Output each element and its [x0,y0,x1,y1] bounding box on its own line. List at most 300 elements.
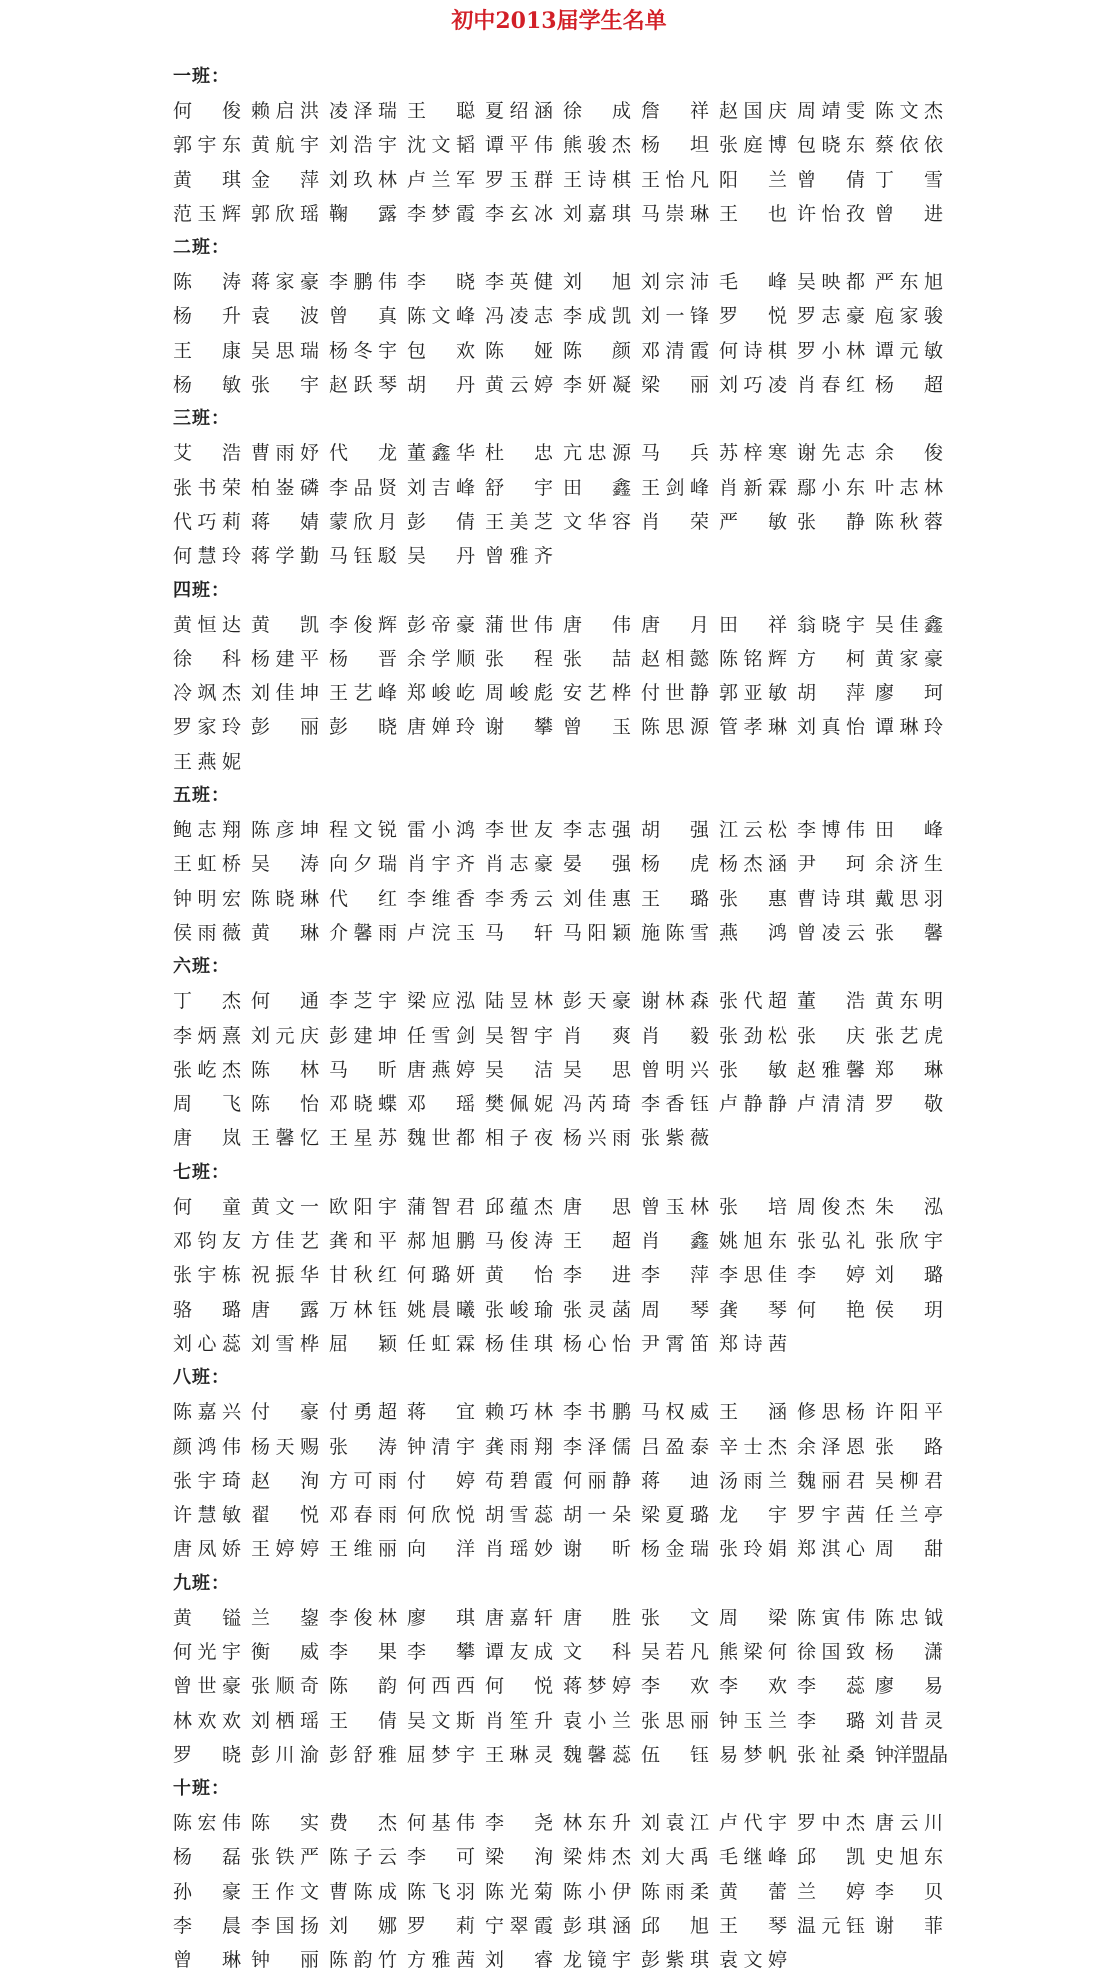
student-name: 卢兰军 [407,168,475,191]
student-name: 张 静 [797,510,865,533]
student-name: 陈嘉兴 [173,1401,241,1424]
student-name: 钟明宏 [173,887,241,910]
student-name: 欧阳宇 [329,1195,397,1218]
student-name: 肖瑶妙 [485,1538,553,1561]
student-name: 吴文斯 [407,1709,475,1732]
student-name: 张艺虎 [875,1024,943,1047]
student-name: 许慧敏 [173,1504,241,1527]
student-name: 余济生 [875,853,943,876]
student-name: 严 敏 [719,510,787,533]
student-name: 魏世都 [407,1127,475,1150]
student-name: 鄢小东 [797,476,865,499]
name-row [173,539,1103,573]
class-section [173,1156,1103,1361]
student-name: 樊佩妮 [485,1093,553,1116]
student-name: 邓 瑶 [407,1093,475,1116]
student-name: 张 程 [485,647,553,670]
student-name: 李维香 [407,887,475,910]
student-name: 姚旭东 [719,1230,787,1253]
student-name: 李俊辉 [329,613,397,636]
student-name: 李书鹏 [563,1401,631,1424]
student-name: 屈 颖 [329,1332,397,1355]
student-name: 陈雨柔 [641,1880,709,1903]
class-label: 三班： [173,408,230,430]
student-name: 马 昕 [329,1058,397,1081]
student-name: 刘吉峰 [407,476,475,499]
student-name: 唐 月 [641,613,709,636]
name-row [173,265,1103,299]
student-name: 李国扬 [251,1915,319,1938]
student-name: 杨 虎 [641,853,709,876]
student-name: 张紫薇 [641,1127,709,1150]
student-name: 杨 超 [875,374,943,397]
name-row [173,813,1103,847]
student-name: 王艺峰 [329,682,397,705]
student-name: 颜鸿伟 [173,1435,241,1458]
student-name: 付勇超 [329,1401,397,1424]
student-name: 黄 蕾 [719,1880,787,1903]
student-name: 罗中杰 [797,1812,865,1835]
student-name: 谢 攀 [485,716,553,739]
student-name: 曾 倩 [797,168,865,191]
student-name: 杜 忠 [485,442,553,465]
student-name: 周 琴 [641,1298,709,1321]
name-row [173,1669,1103,1703]
student-name: 黄 怡 [485,1264,553,1287]
student-name: 王诗棋 [563,168,631,191]
student-name: 陈 实 [251,1812,319,1835]
student-name: 翟 悦 [251,1504,319,1527]
student-name: 陈晓琳 [251,887,319,910]
student-name: 周 飞 [173,1093,241,1116]
student-name: 李志强 [563,819,631,842]
student-name: 柏崟磷 [251,476,319,499]
student-name: 张祉桑 [797,1743,865,1766]
student-name: 黄东明 [875,990,943,1013]
name-row [173,1464,1103,1498]
student-name: 陈飞羽 [407,1880,475,1903]
student-name: 徐 科 [173,647,241,670]
student-name: 鲍志翔 [173,819,241,842]
name-row [173,505,1103,539]
class-label: 七班： [173,1161,230,1183]
student-name: 任兰亭 [875,1504,943,1527]
student-name: 李 进 [563,1264,631,1287]
student-name: 刘元庆 [251,1024,319,1047]
student-name: 黄恒达 [173,613,241,636]
student-name: 程文锐 [329,819,397,842]
student-name: 李 璐 [797,1709,865,1732]
student-name: 王美芝 [485,510,553,533]
student-name: 蒋 宜 [407,1401,475,1424]
name-row [173,1943,1103,1977]
student-name: 龚雨翔 [485,1435,553,1458]
name-row [173,1121,1103,1155]
student-name: 冯芮琦 [563,1093,631,1116]
student-name: 王怡凡 [641,168,709,191]
student-name: 魏丽君 [797,1469,865,1492]
student-name: 卢代宇 [719,1812,787,1835]
student-name: 彭帝豪 [407,613,475,636]
student-name: 曾玉林 [641,1195,709,1218]
student-name: 谭友成 [485,1640,553,1663]
student-name: 李梦霞 [407,202,475,225]
name-row [173,1498,1103,1532]
student-name: 蒙欣月 [329,510,397,533]
student-name: 肖 爽 [563,1024,631,1047]
student-name: 修思杨 [797,1401,865,1424]
student-name: 廖 易 [875,1675,943,1698]
student-name: 余泽恩 [797,1435,865,1458]
student-name: 蒋家豪 [251,271,319,294]
student-name: 王作文 [251,1880,319,1903]
student-name: 罗 莉 [407,1915,475,1938]
student-name: 张宇琦 [173,1469,241,1492]
student-name: 张 惠 [719,887,787,910]
student-name: 肖 鑫 [641,1230,709,1253]
student-name: 金 萍 [251,168,319,191]
student-name: 郭亚敏 [719,682,787,705]
student-name: 杨天赐 [251,1435,319,1458]
student-name: 王婷婷 [251,1538,319,1561]
student-name: 王 璐 [641,887,709,910]
student-name: 黄 凯 [251,613,319,636]
student-name: 谭平伟 [485,134,553,157]
student-name: 王虹桥 [173,853,241,876]
student-name: 文 科 [563,1640,631,1663]
student-name: 陈 涛 [173,271,241,294]
student-name: 熊骏杰 [563,134,631,157]
student-name: 罗 敬 [875,1093,943,1116]
student-name: 马崇琳 [641,202,709,225]
student-name: 李 欢 [641,1675,709,1698]
student-name: 罗玉群 [485,168,553,191]
student-name: 郑淇心 [797,1538,865,1561]
student-name: 胡雪蕊 [485,1504,553,1527]
student-name: 李 果 [329,1640,397,1663]
student-name: 辛士杰 [719,1435,787,1458]
class-section [173,402,1103,573]
student-name: 曹陈成 [329,1880,397,1903]
name-row [173,471,1103,505]
student-name: 相子夜 [485,1127,553,1150]
student-name: 唐凤娇 [173,1538,241,1561]
student-name: 吕盈泰 [641,1435,709,1458]
student-name: 许阳平 [875,1401,943,1424]
student-name: 彭舒雅 [329,1743,397,1766]
student-name: 唐 思 [563,1195,631,1218]
student-name: 胡一朵 [563,1504,631,1527]
student-name: 刘浩宇 [329,134,397,157]
name-row [173,163,1103,197]
student-name: 赵相懿 [641,647,709,670]
name-row [173,1738,1103,1772]
student-name: 唐嘉轩 [485,1606,553,1629]
student-name: 杨冬宇 [329,339,397,362]
student-name: 翁晓宇 [797,613,865,636]
student-name: 黄 琪 [173,168,241,191]
student-name: 付 婷 [407,1469,475,1492]
class-section [173,1772,1103,1977]
student-name: 赵雅馨 [797,1058,865,1081]
student-name: 吴智宇 [485,1024,553,1047]
student-name: 刘 旭 [563,271,631,294]
student-name: 杨杰涵 [719,853,787,876]
student-name: 罗家玲 [173,716,241,739]
student-name: 李秀云 [485,887,553,910]
student-name: 温元钰 [797,1915,865,1938]
student-name: 王琳灵 [485,1743,553,1766]
student-name: 张思丽 [641,1709,709,1732]
student-name: 杨 升 [173,305,241,328]
name-row [173,745,1103,779]
student-name: 叶志林 [875,476,943,499]
name-row [173,1019,1103,1053]
student-name: 骆 璐 [173,1298,241,1321]
student-name: 任虹霖 [407,1332,475,1355]
student-name: 钟 丽 [251,1949,319,1972]
student-name: 胡 萍 [797,682,865,705]
student-name: 郭宇东 [173,134,241,157]
student-name: 李泽儒 [563,1435,631,1458]
name-row [173,1293,1103,1327]
student-name: 严东旭 [875,271,943,294]
student-name: 李 可 [407,1846,475,1869]
student-name: 董鑫华 [407,442,475,465]
student-name: 梁 丽 [641,374,709,397]
student-name: 唐 伟 [563,613,631,636]
student-name: 刘嘉琪 [563,202,631,225]
student-name: 兰 婷 [797,1880,865,1903]
student-name: 包 欢 [407,339,475,362]
student-name: 艾 浩 [173,442,241,465]
student-name: 包晓东 [797,134,865,157]
student-name: 梁应泓 [407,990,475,1013]
student-name: 冯凌志 [485,305,553,328]
student-name: 代 红 [329,887,397,910]
student-name: 林欢欢 [173,1709,241,1732]
student-name: 谢 昕 [563,1538,631,1561]
student-name: 李俊林 [329,1606,397,1629]
student-name: 杨 磊 [173,1846,241,1869]
student-name: 邓清霞 [641,339,709,362]
student-name: 吴柳君 [875,1469,943,1492]
class-label: 五班： [173,785,230,807]
student-name: 陆昱林 [485,990,553,1013]
student-name: 蔡依依 [875,134,943,157]
student-name: 谭琳玲 [875,716,943,739]
class-section [173,1567,1103,1772]
student-name: 张顺奇 [251,1675,319,1698]
student-name: 李 尧 [485,1812,553,1835]
student-name: 杨 敏 [173,374,241,397]
student-name: 蒲世伟 [485,613,553,636]
student-name: 李芝宇 [329,990,397,1013]
student-name: 刘心蕊 [173,1332,241,1355]
student-name: 王剑峰 [641,476,709,499]
student-name: 钟清宇 [407,1435,475,1458]
student-name: 刘巧凌 [719,374,787,397]
student-name: 付 豪 [251,1401,319,1424]
student-name: 梁夏璐 [641,1504,709,1527]
student-name: 张庭博 [719,134,787,157]
student-name: 代 龙 [329,442,397,465]
name-row [173,1053,1103,1087]
student-name: 刘真怡 [797,716,865,739]
student-name: 马俊涛 [485,1230,553,1253]
student-name: 王燕妮 [173,750,241,773]
student-name: 刘宗沛 [641,271,709,294]
student-name: 陈彦坤 [251,819,319,842]
student-name: 马 轩 [485,921,553,944]
student-name: 李成凯 [563,305,631,328]
student-name: 唐 岚 [173,1127,241,1150]
student-name: 卢静静 [719,1093,787,1116]
student-name: 李 攀 [407,1640,475,1663]
student-name: 祝振华 [251,1264,319,1287]
student-name: 谢先志 [797,442,865,465]
student-name: 陈铭辉 [719,647,787,670]
name-row [173,1327,1103,1361]
student-name: 曾明兴 [641,1058,709,1081]
student-name: 陈光菊 [485,1880,553,1903]
student-name: 文华容 [563,510,631,533]
student-name: 侯 玥 [875,1298,943,1321]
student-name: 刘大禹 [641,1846,709,1869]
name-row [173,334,1103,368]
student-name: 刘一锋 [641,305,709,328]
student-name: 张屹杰 [173,1058,241,1081]
student-name: 侯雨薇 [173,921,241,944]
student-name: 甘秋红 [329,1264,397,1287]
student-name: 屈梦宇 [407,1743,475,1766]
student-name: 毛继峰 [719,1846,787,1869]
student-name: 易梦帆 [719,1743,787,1766]
student-name: 张 路 [875,1435,943,1458]
student-name: 苏梓寒 [719,442,787,465]
student-name: 梁 洵 [485,1846,553,1869]
student-name: 肖 毅 [641,1024,709,1047]
student-name: 陈子云 [329,1846,397,1869]
name-row [173,128,1103,162]
student-name: 伍 钰 [641,1743,709,1766]
student-name: 黄 镒 [173,1606,241,1629]
name-row [173,1532,1103,1566]
student-name: 陈忠钺 [875,1606,943,1629]
student-name: 肖春红 [797,374,865,397]
student-name: 罗 晓 [173,1743,241,1766]
student-name: 曾世豪 [173,1675,241,1698]
name-row [173,436,1103,470]
student-name: 李 婷 [797,1264,865,1287]
name-row [173,642,1103,676]
student-name: 陈 韵 [329,1675,397,1698]
student-name: 方佳艺 [251,1230,319,1253]
name-row [173,94,1103,128]
student-name: 刘 璐 [875,1264,943,1287]
student-name: 介馨雨 [329,921,397,944]
name-row [173,299,1103,333]
student-name: 胡 丹 [407,374,475,397]
student-name: 兰 鋆 [251,1606,319,1629]
student-name: 田 鑫 [563,476,631,499]
student-name: 张铁严 [251,1846,319,1869]
student-name: 周 梁 [719,1606,787,1629]
student-name: 董 浩 [797,990,865,1013]
student-name: 蒋 迪 [641,1469,709,1492]
student-name: 陈思源 [641,716,709,739]
class-label: 一班： [173,66,230,87]
student-name: 郭欣瑶 [251,202,319,225]
student-name: 龙镜宇 [563,1949,631,1972]
student-name: 朱 泓 [875,1195,943,1218]
student-name: 李思佳 [719,1264,787,1287]
student-name: 陈 怡 [251,1093,319,1116]
student-name: 王 倩 [329,1709,397,1732]
student-name: 杨佳琪 [485,1332,553,1355]
student-name: 姚晨曦 [407,1298,475,1321]
student-name: 肖 荣 [641,510,709,533]
student-name: 杨金瑞 [641,1538,709,1561]
student-name: 万林钰 [329,1298,397,1321]
student-name: 夏绍涵 [485,100,553,122]
student-name: 徐国致 [797,1640,865,1663]
student-name: 赵跃琴 [329,374,397,397]
student-name: 唐燕婷 [407,1058,475,1081]
name-row [173,1704,1103,1738]
student-name: 王 涵 [719,1401,787,1424]
student-name: 赵国庆 [719,100,787,122]
student-name: 何 童 [173,1195,241,1218]
student-name: 廖 珂 [875,682,943,705]
name-row [173,1909,1103,1943]
student-name: 李品贤 [329,476,397,499]
student-name: 戴思羽 [875,887,943,910]
name-row [173,1806,1103,1840]
student-name: 吴 丹 [407,545,475,568]
class-label: 十班： [173,1778,230,1800]
class-label: 八班： [173,1367,230,1389]
student-name: 曹诗琪 [797,887,865,910]
student-name: 胡 强 [641,819,709,842]
class-section [173,574,1103,779]
student-name: 许怡孜 [797,202,865,225]
student-name: 蒲智君 [407,1195,475,1218]
student-name: 陈 颜 [563,339,631,362]
student-name: 毛 峰 [719,271,787,294]
student-name: 向夕瑞 [329,853,397,876]
student-name: 曹雨妤 [251,442,319,465]
class-section [173,779,1103,950]
student-name: 熊梁何 [719,1640,787,1663]
student-name: 杨建平 [251,647,319,670]
student-name: 彭 丽 [251,716,319,739]
student-name: 余 俊 [875,442,943,465]
student-name: 黄文一 [251,1195,319,1218]
student-name: 杨 潇 [875,1640,943,1663]
student-name: 李炳熹 [173,1024,241,1047]
student-name: 张 文 [641,1606,709,1629]
student-name: 郝旭鹏 [407,1230,475,1253]
student-name: 蒋学勤 [251,545,319,568]
student-name: 袁小兰 [563,1709,631,1732]
student-name: 张劲松 [719,1024,787,1047]
student-name: 余学顺 [407,647,475,670]
name-row [173,1840,1103,1874]
student-name: 费 杰 [329,1812,397,1835]
name-row [173,1224,1103,1258]
name-row [173,847,1103,881]
